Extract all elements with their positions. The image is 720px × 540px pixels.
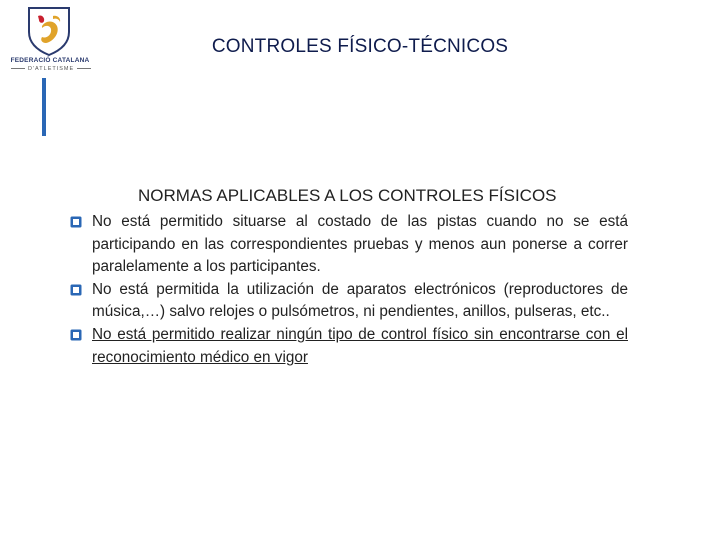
logo-name: FEDERACIÓ CATALANA	[10, 57, 90, 64]
square-bullet-icon	[70, 284, 82, 296]
page-title: CONTROLES FÍSICO-TÉCNICOS	[211, 36, 509, 57]
rule-text: No está permitida la utilización de aparatos electrónicos (reproductores de música,…) salvo relojes o pulsómetros, ni pendientes, anillos, pulseras, etc..	[92, 280, 628, 321]
federation-shield-icon	[26, 6, 72, 56]
section-subtitle: NORMAS APLICABLES A LOS CONTROLES FÍSICOS	[138, 186, 557, 205]
square-bullet-icon	[70, 329, 82, 341]
square-bullet-icon	[70, 216, 82, 228]
rule-text: No está permitido realizar ningún tipo de control físico sin encontrarse con el reconocimiento médico en vigor	[92, 325, 628, 366]
list-item	[70, 279, 628, 324]
accent-bar	[42, 78, 46, 136]
list-item	[70, 211, 628, 279]
logo-subtitle: D'ATLETISME	[8, 66, 92, 72]
federation-logo	[8, 6, 90, 76]
rule-text: No está permitido situarse al costado de las pistas cuando no se está participando en las correspondientes pruebas y menos aun ponerse a correr paralelamente a los participantes.	[92, 213, 628, 276]
rules-list	[70, 211, 628, 369]
list-item	[70, 324, 628, 369]
